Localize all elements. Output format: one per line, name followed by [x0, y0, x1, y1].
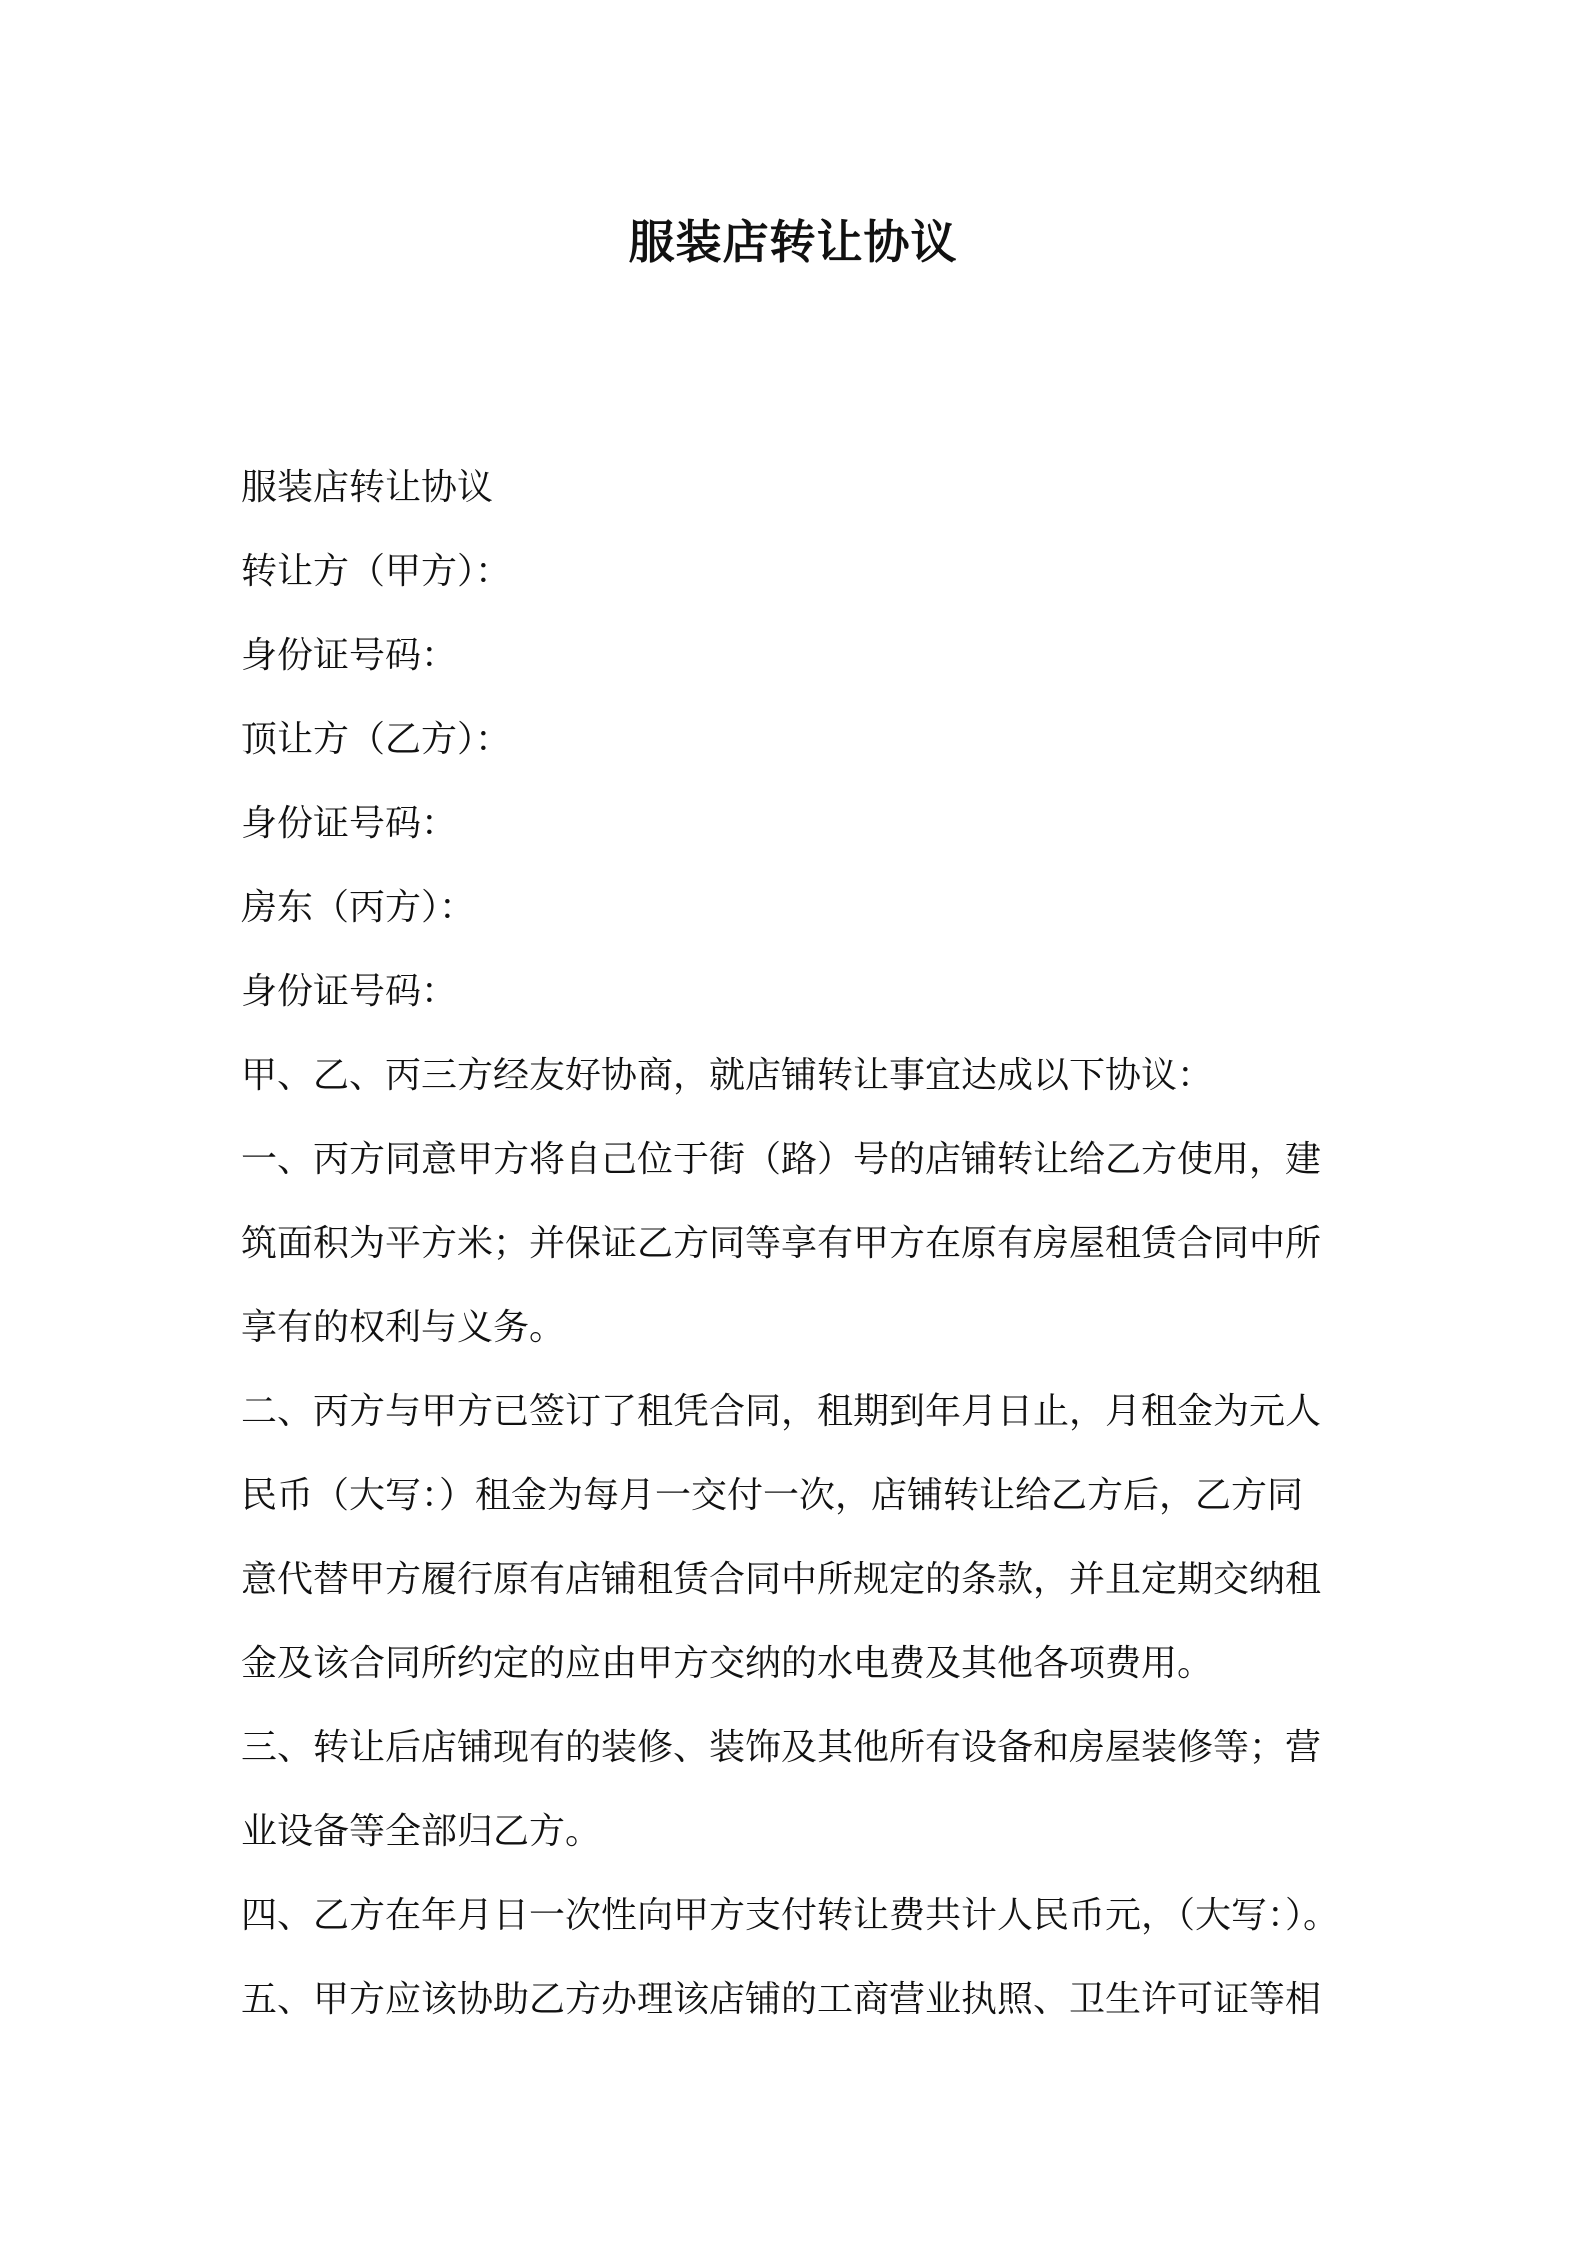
- line-party-a-id: 身份证号码：: [241, 635, 458, 676]
- clause-2-line-1: 二、丙方与甲方已签订了租凭合同，租期到年月日止，月租金为元人: [241, 1391, 1322, 1432]
- clause-1-line-3: 享有的权利与义务。: [241, 1307, 566, 1348]
- line-party-c: 房东（丙方）：: [241, 887, 476, 928]
- clause-1-line-2: 筑面积为平方米；并保证乙方同等享有甲方在原有房屋租赁合同中所: [241, 1223, 1322, 1264]
- line-party-b-id: 身份证号码：: [241, 803, 458, 844]
- document-body: [241, 446, 1356, 2042]
- clause-2-line-2: 民币（大写：）租金为每月一交付一次，店铺转让给乙方后，乙方同: [241, 1475, 1304, 1516]
- line-party-c-id: 身份证号码：: [241, 971, 458, 1012]
- clause-5-line-1: 五、甲方应该协助乙方办理该店铺的工商营业执照、卫生许可证等相: [241, 1979, 1322, 2020]
- line-party-b: 顶让方（乙方）：: [241, 719, 512, 760]
- clause-2-line-3: 意代替甲方履行原有店铺租赁合同中所规定的条款，并且定期交纳租: [241, 1559, 1322, 1600]
- line-intro: 甲、乙、丙三方经友好协商，就店铺转让事宜达成以下协议：: [241, 1055, 1214, 1096]
- document-title: 服装店转让协议: [628, 215, 958, 269]
- clause-4-line-1: 四、乙方在年月日一次性向甲方支付转让费共计人民币元，（大写：）。: [241, 1895, 1340, 1936]
- clause-1-line-1: 一、丙方同意甲方将自己位于街（路）号的店铺转让给乙方使用，建: [241, 1139, 1322, 1180]
- line-subtitle: 服装店转让协议: [241, 467, 494, 508]
- clause-2-line-4: 金及该合同所约定的应由甲方交纳的水电费及其他各项费用。: [241, 1643, 1214, 1684]
- line-party-a: 转让方（甲方）：: [241, 551, 512, 592]
- clause-3-line-1: 三、转让后店铺现有的装修、装饰及其他所有设备和房屋装修等；营: [241, 1727, 1322, 1768]
- clause-3-line-2: 业设备等全部归乙方。: [241, 1811, 602, 1852]
